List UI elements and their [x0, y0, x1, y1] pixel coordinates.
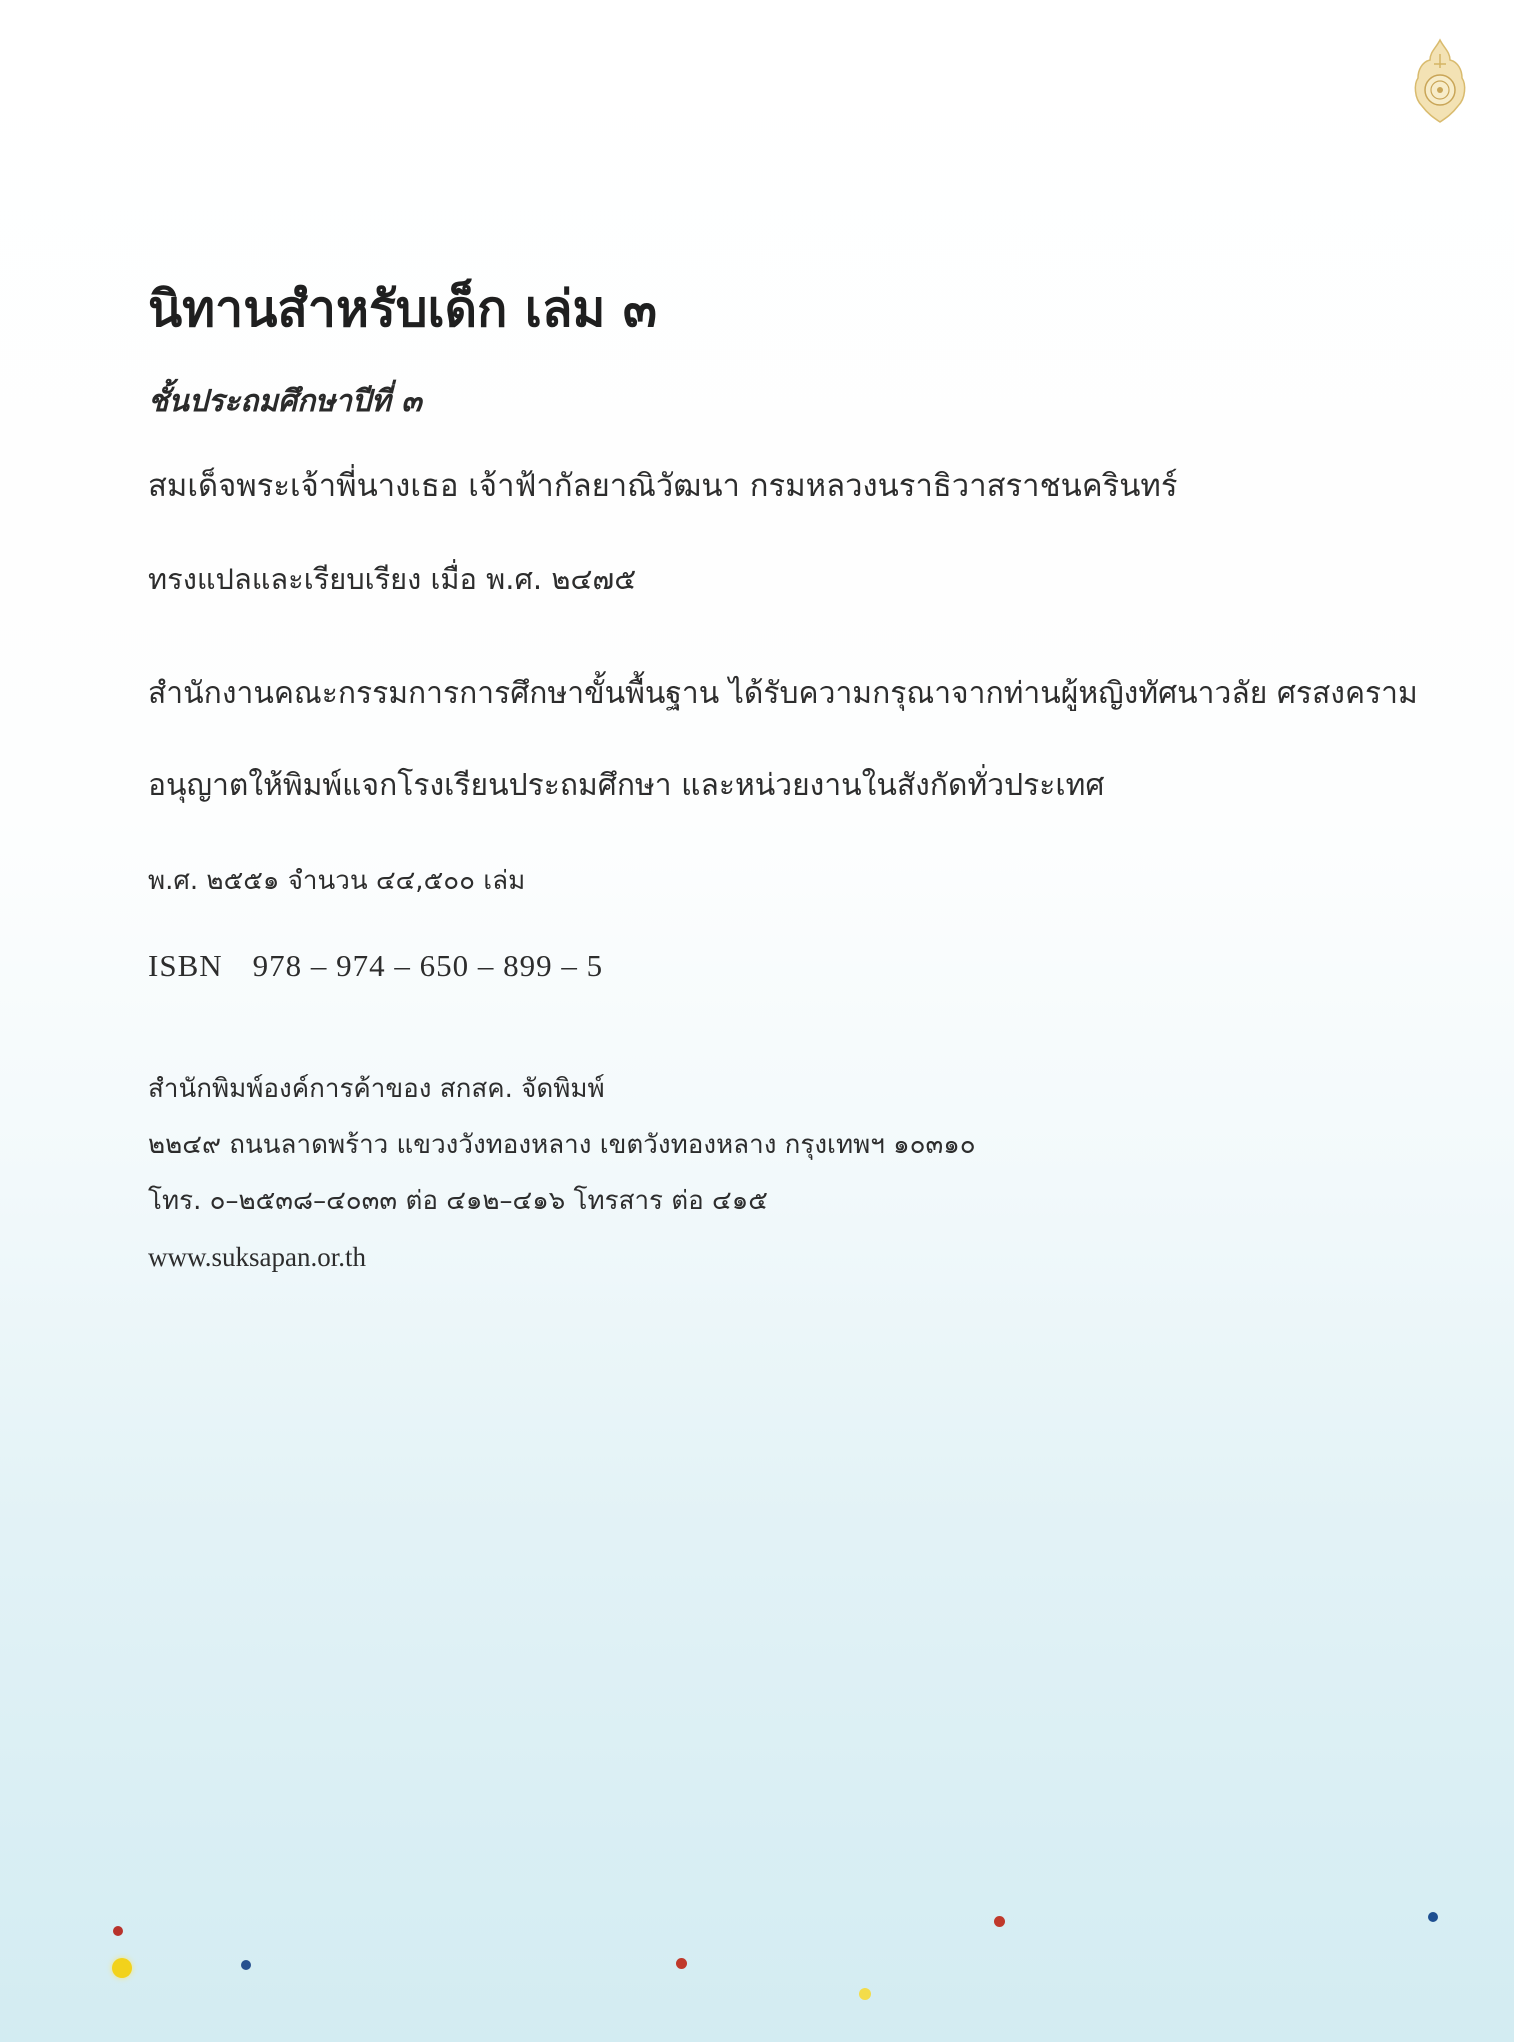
- author-line: สมเด็จพระเจ้าพี่นางเธอ เจ้าฟ้ากัลยาณิวัฒนา กรมหลวงนราธิวาสราชนครินทร์: [148, 468, 1178, 504]
- book-title: นิทานสำหรับเด็ก เล่ม ๓: [148, 280, 658, 338]
- permission-line-2: อนุญาตให้พิมพ์แจกโรงเรียนประถมศึกษา และหน่วยงานในสังกัดทั่วประเทศ: [148, 768, 1105, 803]
- publisher-website[interactable]: www.suksapan.or.th: [148, 1242, 366, 1272]
- decor-dot: [676, 1958, 687, 1969]
- decor-dot: [113, 1926, 123, 1936]
- print-run: พ.ศ. ๒๕๕๑ จำนวน ๔๔,๕๐๐ เล่ม: [148, 866, 526, 896]
- decor-dot: [994, 1916, 1005, 1927]
- publisher-address: ๒๒๔๙ ถนนลาดพร้าว แขวงวังทองหลาง เขตวังทองหลาง กรุงเทพฯ ๑๐๓๑๐: [148, 1130, 976, 1160]
- isbn-number: 978 – 974 – 650 – 899 – 5: [252, 948, 604, 983]
- decor-dot: [112, 1958, 132, 1978]
- isbn-label: ISBN: [148, 948, 223, 983]
- publisher-name: สำนักพิมพ์องค์การค้าของ สกสค. จัดพิมพ์: [148, 1074, 605, 1104]
- grade-level: ชั้นประถมศึกษาปีที่ ๓: [148, 384, 422, 419]
- decor-dot: [241, 1960, 251, 1970]
- decor-dot: [1428, 1912, 1438, 1922]
- permission-line-1: สำนักงานคณะกรรมการการศึกษาขั้นพื้นฐาน ได้รับความกรุณาจากท่านผู้หญิงทัศนาวลัย ศรสงคราม: [148, 676, 1418, 711]
- decor-dot: [859, 1988, 871, 2000]
- isbn-line: [148, 948, 633, 984]
- ministry-emblem-icon: [1410, 38, 1470, 124]
- translation-line: ทรงแปลและเรียบเรียง เมื่อ พ.ศ. ๒๔๗๕: [148, 562, 637, 596]
- publisher-phone: โทร. ๐–๒๕๓๘–๔๐๓๓ ต่อ ๔๑๒–๔๑๖ โทรสาร ต่อ ๔๑๕: [148, 1186, 768, 1216]
